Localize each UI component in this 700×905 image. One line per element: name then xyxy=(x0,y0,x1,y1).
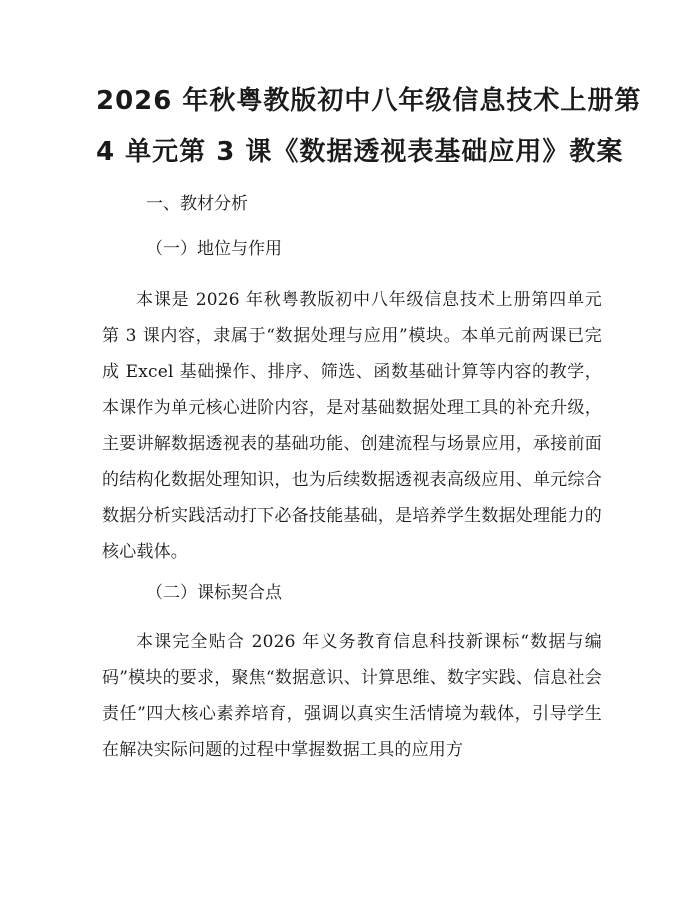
paragraph-position-role: 本课是 2026 年秋粤教版初中八年级信息技术上册第四单元第 3 课内容，隶属于“数据处理与应用”模块。本单元前两课已完成 Excel 基础操作、排序、筛选、函数基础计算等内容的教学，本课作为单元核心进阶内容，是对基础数据处理工具的补充升级，主要讲解数据透视表的基础功能、创建流程与场景应用，承接前面的结构化数据处理知识，也为后续数据透视表高级应用、单元综合数据分析实践活动打下必备技能基础，是培养学生数据处理能力的核心载体。 xyxy=(102,290,602,562)
document-title-line-2: 4 单元第 3 课《数据透视表基础应用》教案 xyxy=(96,137,624,167)
subsection-heading-position-role: （一）地位与作用 xyxy=(146,239,282,259)
paragraph-curriculum-alignment: 本课完全贴合 2026 年义务教育信息科技新课标“数据与编码”模块的要求，聚焦“数据意识、计算思维、数字实践、信息社会责任”四大核心素养培育，强调以真实生活情境为载体，引导学生在解决实际问题的过程中掌握数据工具的应用方 xyxy=(102,632,602,760)
document-title-line-1: 2026 年秋粤教版初中八年级信息技术上册第 xyxy=(96,86,642,116)
section-heading-textbook-analysis: 一、教材分析 xyxy=(146,194,248,214)
subsection-heading-curriculum-alignment: （二）课标契合点 xyxy=(146,583,282,603)
